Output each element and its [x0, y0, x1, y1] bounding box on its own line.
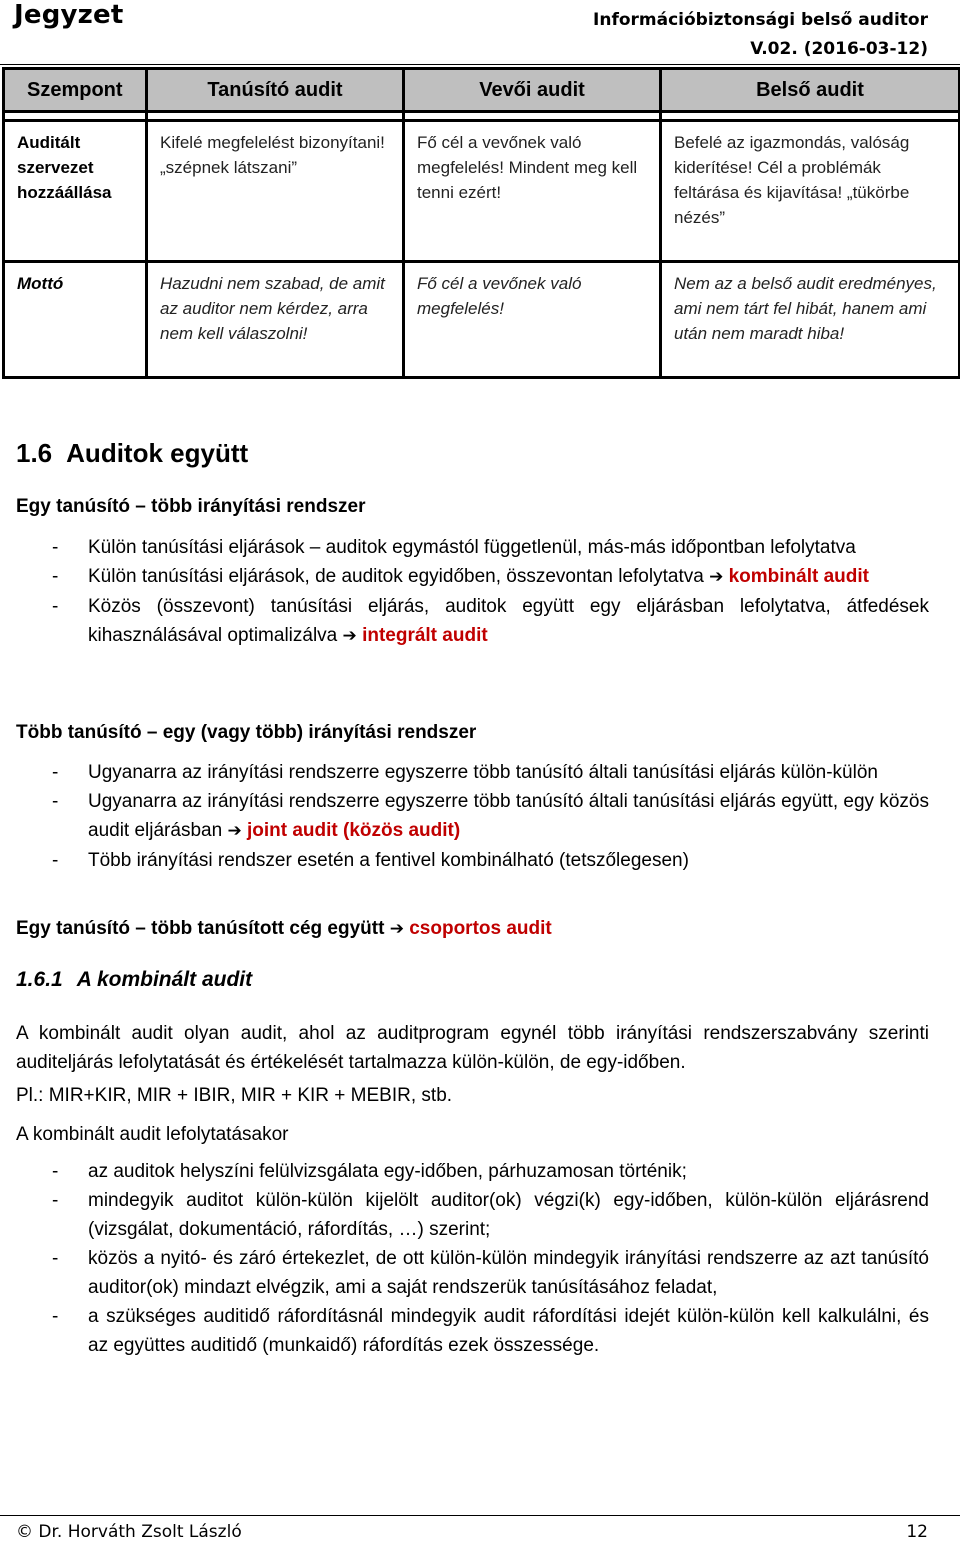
arrow-right-icon: ➔	[389, 919, 404, 939]
arrow-right-icon: ➔	[227, 821, 242, 841]
group1-heading: Egy tanúsító – több irányítási rendszer	[16, 496, 366, 517]
table-header-cell: Szempont	[4, 69, 147, 112]
list-item: - a szükséges auditidő ráfordításnál mindegyik audit ráfordítási idejét külön-külön kell kalkulálni, és az együttes auditidő (munkaidő) ráfordítás ezek összessége.	[52, 1306, 929, 1356]
paragraph: A kombinált audit lefolytatásakor	[16, 1124, 289, 1145]
list-item: - mindegyik auditot külön-külön kijelölt auditor(ok) végzi(k) egy-időben, külön-külön eljárásrend (vizsgálat, dokumentáció, ráfordítás, …) szerint;	[52, 1190, 929, 1240]
table-row-label: Auditált szervezet hozzáállása	[4, 121, 147, 262]
table-row	[4, 121, 960, 262]
table-header-row	[4, 69, 960, 112]
list-item: - Több irányítási rendszer esetén a fentivel kombinálható (tetszőlegesen)	[52, 850, 689, 871]
document-header-info	[593, 6, 928, 64]
group2-heading: Több tanúsító – egy (vagy több) irányítási rendszer	[16, 722, 477, 743]
table-cell: Fő cél a vevőnek való megfelelés!	[404, 262, 661, 378]
paragraph: Pl.: MIR+KIR, MIR + IBIR, MIR + KIR + MEBIR, stb.	[16, 1085, 453, 1106]
group3-heading: Egy tanúsító – több tanúsított cég együtt ➔ csoportos audit	[16, 918, 552, 939]
document-subtitle: Információbiztonsági belső auditor	[593, 10, 928, 30]
subsection-heading	[16, 968, 252, 992]
table-cell: Hazudni nem szabad, de amit az auditor nem kérdez, arra nem kell válaszolni!	[147, 262, 404, 378]
list-item: - az auditok helyszíni felülvizsgálata egy-időben, párhuzamosan történik;	[52, 1161, 687, 1182]
page-number: 12	[906, 1522, 928, 1542]
section-number: 1.6	[16, 438, 53, 468]
table-row-label: Mottó	[4, 262, 147, 378]
arrow-right-icon: ➔	[342, 626, 357, 646]
document-title: Jegyzet	[14, 0, 124, 30]
list-item: - Ugyanarra az irányítási rendszerre egyszerre több tanúsító általi tanúsítási eljárás együtt, egy közös audit eljárásban ➔ joint audit (közös audit)	[52, 791, 929, 841]
result-label: joint audit (közös audit)	[246, 820, 461, 841]
table-cell: Kifelé megfelelést bizonyítani! „szépnek látszani”	[147, 121, 404, 262]
table-cell: Nem az a belső audit eredményes, ami nem tárt fel hibát, hanem ami után nem maradt hiba!	[661, 262, 960, 378]
arrow-right-icon: ➔	[709, 567, 724, 587]
paragraph: A kombinált audit olyan audit, ahol az auditprogram egynél több irányítási rendszerszabvány szerinti auditeljárás lefolytatását és értékelését tartalmazza külön-külön, de egy-időben.	[16, 1023, 929, 1073]
header-divider	[0, 64, 960, 65]
list-item: - Ugyanarra az irányítási rendszerre egyszerre több tanúsító általi tanúsítási eljárás külön-külön	[52, 762, 878, 783]
list-item: - Közös (összevont) tanúsítási eljárás, auditok együtt egy eljárásban lefolytatva, átfedések kihasználásával optimalizálva ➔ integrált audit	[52, 596, 929, 646]
table-spacer-row	[4, 112, 960, 121]
table-header-cell: Tanúsító audit	[147, 69, 404, 112]
group2-list	[52, 758, 929, 875]
table-cell: Befelé az igazmondás, valóság kiderítése! Cél a problémák feltárása és kijavítása! „tükörbe nézés”	[661, 121, 960, 262]
table-row	[4, 262, 960, 378]
list-item: - közös a nyitó- és záró értekezlet, de ott külön-külön mindegyik irányítási rendszerre az azt tanúsító auditor(ok) mindazt elvégzik, ami a saját rendszerük tanúsításához feladat,	[52, 1248, 929, 1298]
list-item: - Külön tanúsítási eljárások – auditok egymástól függetlenül, más-más időpontban lefolytatva	[52, 537, 856, 558]
table-header-cell: Belső audit	[661, 69, 960, 112]
list-item: - Külön tanúsítási eljárások, de auditok egyidőben, összevontan lefolytatva ➔ kombinált audit	[52, 566, 870, 587]
combined-audit-list	[52, 1157, 929, 1360]
result-label: integrált audit	[362, 625, 488, 646]
table-cell: Fő cél a vevőnek való megfelelés! Mindent meg kell tenni ezért!	[404, 121, 661, 262]
section-heading	[16, 438, 248, 469]
section-title: Auditok együtt	[66, 438, 249, 468]
group1-list	[52, 533, 929, 651]
footer-author: © Dr. Horváth Zsolt László	[16, 1522, 242, 1542]
document-version: V.02. (2016-03-12)	[750, 39, 928, 59]
subsection-title: A kombinált audit	[76, 968, 253, 991]
audit-comparison-table	[2, 67, 960, 379]
subsection-number: 1.6.1	[16, 968, 63, 991]
result-label: csoportos audit	[409, 918, 552, 939]
table-header-cell: Vevői audit	[404, 69, 661, 112]
footer-divider	[0, 1515, 960, 1516]
result-label: kombinált audit	[728, 566, 870, 587]
